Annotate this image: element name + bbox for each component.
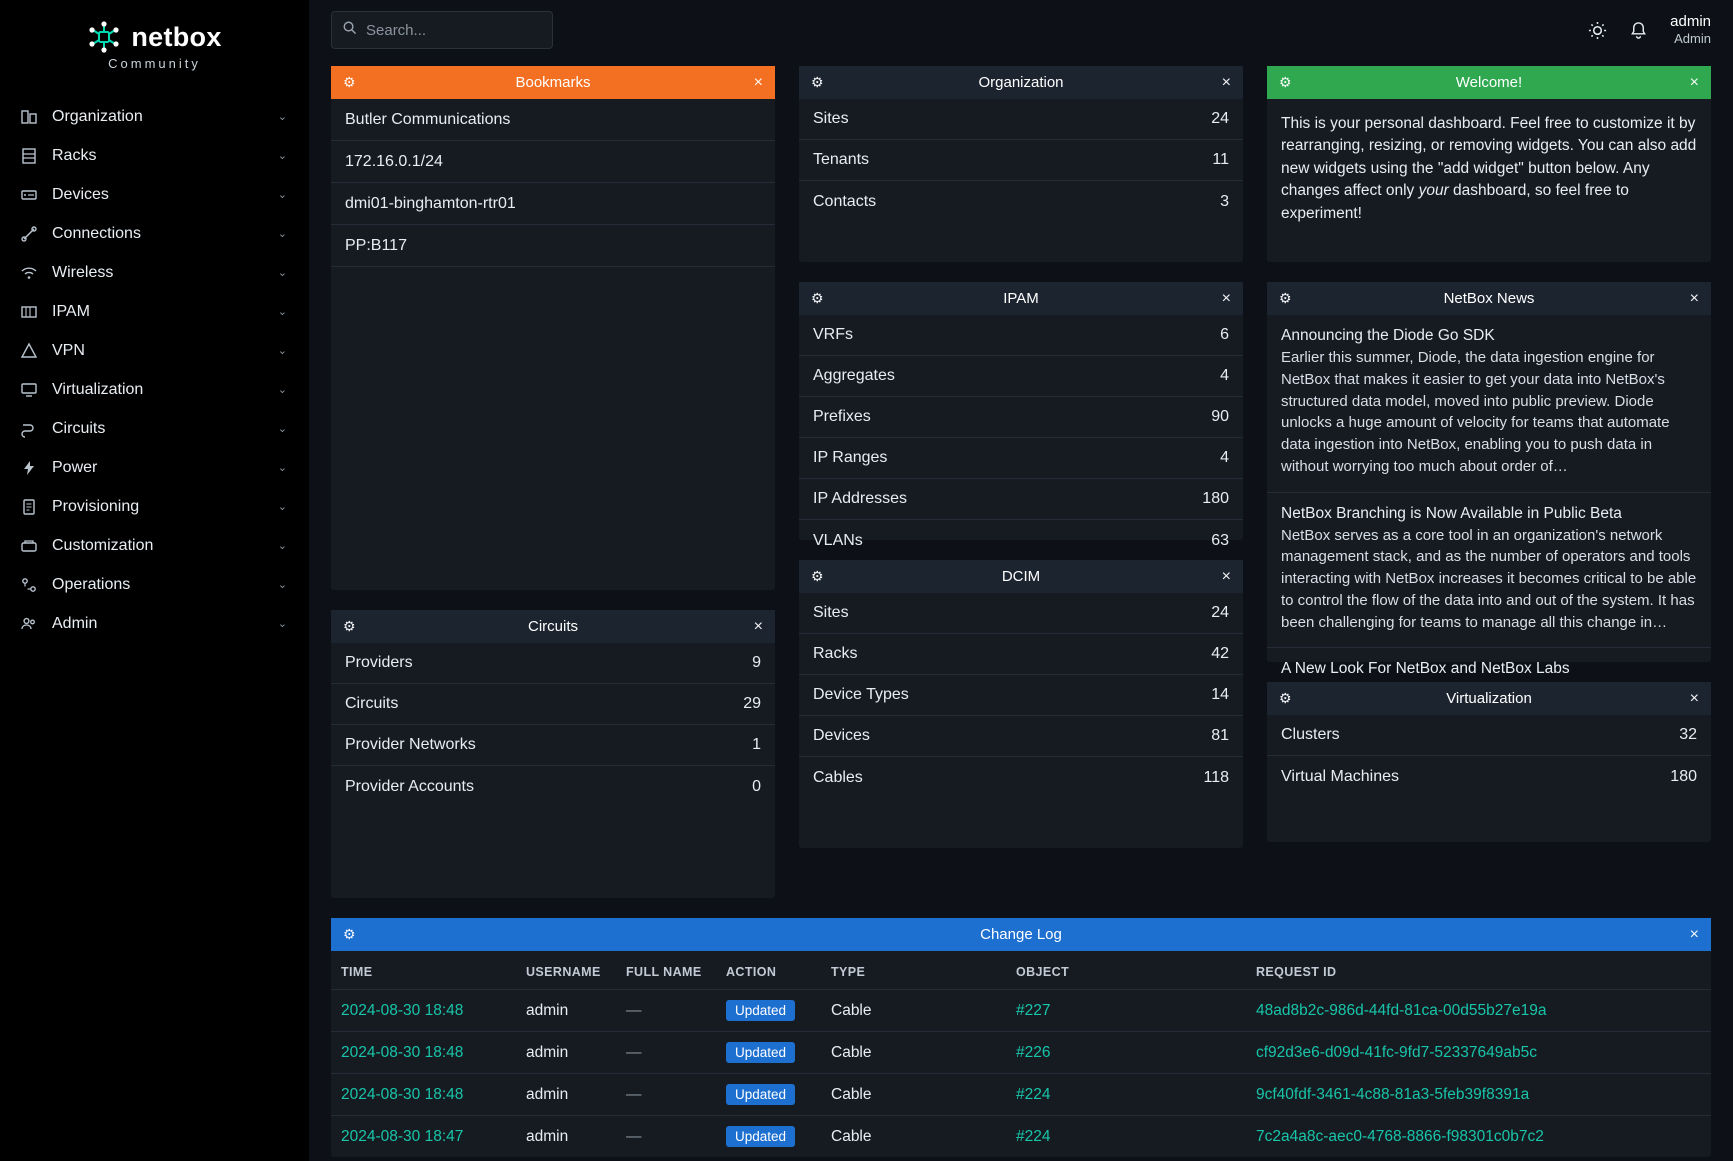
cell-time[interactable]: 2024-08-30 18:48	[331, 990, 516, 1032]
column-header-type[interactable]: TYPE	[831, 965, 866, 979]
gear-icon[interactable]: ⚙	[343, 74, 356, 90]
stat-value: 3	[1220, 192, 1229, 210]
sidebar-item-label: Wireless	[52, 263, 114, 281]
cell-time[interactable]: 2024-08-30 18:48	[331, 1032, 516, 1074]
user-menu[interactable]	[1670, 13, 1711, 48]
list-item[interactable]	[799, 181, 1243, 222]
cell-type: Cable	[821, 1116, 1006, 1158]
virtualization-icon	[20, 381, 48, 399]
table-row[interactable]	[331, 1032, 1711, 1074]
chevron-down-icon: ⌄	[277, 384, 287, 396]
sidebar-item-label: Virtualization	[52, 380, 144, 398]
device-icon	[20, 186, 48, 204]
cell-object[interactable]: #226	[1006, 1032, 1246, 1074]
close-icon[interactable]: ×	[1221, 289, 1231, 307]
widget-title: Circuits	[527, 618, 578, 635]
news-entry[interactable]	[1267, 315, 1711, 493]
brand-subtitle: Community	[108, 56, 201, 71]
organization-icon	[20, 108, 48, 126]
list-item[interactable]	[799, 479, 1243, 520]
widget-netbox-news	[1267, 282, 1711, 678]
cell-type: Cable	[821, 990, 1006, 1032]
list-item[interactable]	[799, 675, 1243, 716]
cell-full-name: —	[616, 1032, 716, 1074]
list-item[interactable]	[331, 725, 775, 766]
stat-value: 118	[1203, 768, 1229, 786]
list-item[interactable]	[331, 183, 775, 225]
widget-header	[799, 282, 1243, 315]
list-item[interactable]	[331, 225, 775, 267]
stat-label: VRFs	[813, 326, 853, 343]
sidebar-item-label: Operations	[52, 575, 131, 593]
ipam-icon	[20, 303, 48, 321]
cell-action	[716, 1116, 821, 1158]
user-name: admin	[1670, 12, 1711, 30]
status-badge: Updated	[726, 1000, 795, 1021]
stat-label: Sites	[813, 604, 849, 621]
gear-icon[interactable]: ⚙	[1279, 74, 1292, 90]
stat-value: 1	[752, 736, 761, 753]
chevron-down-icon: ⌄	[277, 345, 287, 357]
widget-header	[1267, 682, 1711, 715]
admin-icon	[20, 615, 48, 633]
sidebar-item-circuits[interactable]	[0, 409, 309, 448]
widget-bookmarks	[331, 66, 775, 590]
search-box[interactable]	[331, 11, 553, 49]
stat-list	[799, 99, 1243, 228]
cell-full-name: —	[616, 1074, 716, 1116]
cell-request-id[interactable]: 7c2a4a8c-aec0-4768-8866-f98301c0b7c2	[1246, 1116, 1711, 1158]
widget-header	[799, 66, 1243, 99]
chevron-down-icon: ⌄	[277, 462, 287, 474]
column-header-action[interactable]: ACTION	[726, 965, 777, 979]
search-icon	[342, 20, 357, 40]
bookmark-label: dmi01-binghamton-rtr01	[345, 194, 516, 212]
netbox-logo-icon	[87, 20, 121, 54]
bookmark-label: Butler Communications	[345, 110, 511, 128]
widget-title: DCIM	[1001, 568, 1041, 585]
widget-circuits	[331, 610, 775, 898]
rack-icon	[20, 147, 48, 165]
list-item[interactable]	[331, 684, 775, 725]
stat-value: 42	[1211, 645, 1229, 662]
stat-label: VLANs	[813, 531, 863, 549]
stat-value: 9	[752, 654, 761, 671]
list-item[interactable]	[799, 397, 1243, 438]
widget-header	[1267, 282, 1711, 315]
cell-request-id[interactable]: 48ad8b2c-986d-44fd-81ca-00d55b27e19a	[1246, 990, 1711, 1032]
changelog-table	[331, 951, 1711, 1157]
list-item[interactable]	[331, 99, 775, 141]
stat-value: 6	[1220, 326, 1229, 343]
gear-icon[interactable]: ⚙	[1279, 690, 1292, 706]
list-item[interactable]	[331, 643, 775, 684]
stat-value: 81	[1211, 727, 1229, 744]
cell-full-name: —	[616, 990, 716, 1032]
cell-username: admin	[516, 1032, 616, 1074]
widget-ipam	[799, 282, 1243, 549]
cell-object[interactable]: #224	[1006, 1116, 1246, 1158]
stat-label: Providers	[345, 654, 413, 671]
list-item[interactable]	[799, 757, 1243, 798]
widget-dcim	[799, 560, 1243, 848]
cell-action	[716, 990, 821, 1032]
stat-value: 180	[1670, 767, 1697, 785]
chevron-down-icon: ⌄	[277, 540, 287, 552]
news-body: NetBox serves as a core tool in an organization's network management stack, and as the number of operators and tools interacting with NetBox increases it becomes critical to be able to control the flow of the data into and out of the system. It has been challenging for teams to manage all this change in…	[1281, 526, 1697, 631]
list-item[interactable]	[799, 716, 1243, 757]
list-item[interactable]	[799, 634, 1243, 675]
bell-icon[interactable]	[1629, 21, 1648, 40]
sidebar-item-devices[interactable]	[0, 175, 309, 214]
sidebar-item-label: Circuits	[52, 419, 106, 437]
dashboard-column-middle	[799, 66, 1243, 848]
widget-title: Welcome!	[1455, 74, 1523, 91]
cell-time[interactable]: 2024-08-30 18:48	[331, 1074, 516, 1116]
sidebar-item-label: Devices	[52, 185, 109, 203]
sidebar-item-organization[interactable]	[0, 97, 309, 136]
close-icon[interactable]: ×	[1689, 73, 1699, 91]
list-item[interactable]	[1267, 715, 1711, 756]
topbar-right	[1588, 13, 1711, 48]
column-header-username[interactable]: USERNAME	[526, 965, 601, 979]
sidebar-item-label: IPAM	[52, 302, 90, 320]
brightness-icon[interactable]	[1588, 21, 1607, 40]
status-badge: Updated	[726, 1084, 795, 1105]
widget-header	[331, 918, 1711, 951]
stat-value: 11	[1212, 151, 1229, 168]
chevron-down-icon: ⌄	[277, 306, 287, 318]
sidebar-item-ipam[interactable]	[0, 292, 309, 331]
chevron-down-icon: ⌄	[277, 579, 287, 591]
widget-header	[331, 610, 775, 643]
news-title: Announcing the Diode Go SDK	[1281, 327, 1495, 344]
gear-icon[interactable]: ⚙	[811, 568, 824, 584]
circuits-icon	[20, 420, 48, 438]
cell-full-name: —	[616, 1116, 716, 1158]
sidebar-item-operations[interactable]	[0, 565, 309, 604]
widget-title: IPAM	[1003, 290, 1039, 307]
cell-action	[716, 1032, 821, 1074]
welcome-text-part1: This is your personal dashboard. Feel free to customize it by rearranging, resizing, or removing widgets. You can also add new widgets using the "add widget" button below. Any changes affect only	[1281, 115, 1697, 200]
widget-title: NetBox News	[1443, 290, 1535, 307]
widget-title: Organization	[978, 74, 1064, 91]
sidebar-item-racks[interactable]	[0, 136, 309, 175]
vpn-icon	[20, 342, 48, 360]
table-header-row	[331, 951, 1711, 990]
welcome-text-part2: dashboard, so feel free to experiment!	[1281, 182, 1629, 222]
table-row[interactable]	[331, 990, 1711, 1032]
news-entry[interactable]	[1267, 493, 1711, 649]
sidebar-item-label: Provisioning	[52, 497, 140, 515]
stat-list	[331, 643, 775, 813]
stat-value: 4	[1220, 449, 1229, 466]
sidebar-item-label: Connections	[52, 224, 141, 242]
dashboard	[309, 60, 1733, 1157]
gear-icon[interactable]: ⚙	[811, 74, 824, 90]
brand-name: netbox	[131, 21, 222, 52]
stat-value: 29	[743, 695, 761, 712]
list-item[interactable]	[799, 356, 1243, 397]
brand[interactable]	[0, 6, 309, 97]
gear-icon[interactable]: ⚙	[343, 618, 356, 634]
power-icon	[20, 459, 48, 477]
cell-request-id[interactable]: cf92d3e6-d09d-41fc-9fd7-52337649ab5c	[1246, 1032, 1711, 1074]
close-icon[interactable]: ×	[1221, 567, 1231, 585]
news-body: Earlier this summer, Diode, the data ingestion engine for NetBox that makes it easier to get your data into NetBox's structured data model, moved into public preview. Diode unlocks a huge amount of velocity for teams that automate data ingestion into NetBox, enabling you to push data in without worrying too much about order of…	[1281, 349, 1670, 475]
cell-action	[716, 1074, 821, 1116]
cell-username: admin	[516, 1074, 616, 1116]
sidebar-item-provisioning[interactable]	[0, 487, 309, 526]
status-badge: Updated	[726, 1042, 795, 1063]
cell-type: Cable	[821, 1032, 1006, 1074]
status-badge: Updated	[726, 1126, 795, 1147]
list-item[interactable]	[799, 315, 1243, 356]
stat-value: 24	[1211, 604, 1229, 621]
sidebar-item-label: Admin	[52, 614, 98, 632]
chevron-down-icon: ⌄	[277, 111, 287, 123]
list-item[interactable]	[331, 141, 775, 183]
chevron-down-icon: ⌄	[277, 228, 287, 240]
welcome-text	[1267, 99, 1711, 241]
sidebar-item-virtualization[interactable]	[0, 370, 309, 409]
stat-value: 63	[1211, 531, 1229, 549]
topbar	[309, 0, 1733, 60]
close-icon[interactable]: ×	[1221, 73, 1231, 91]
stat-label: Aggregates	[813, 367, 895, 384]
stat-list	[1267, 715, 1711, 803]
stat-label: IP Addresses	[813, 490, 907, 507]
table-row[interactable]	[331, 1116, 1711, 1158]
stat-label: Racks	[813, 645, 858, 662]
customization-icon	[20, 537, 48, 555]
list-item[interactable]	[331, 766, 775, 807]
stat-value: 0	[752, 777, 761, 795]
table-row[interactable]	[331, 1074, 1711, 1116]
widget-title: Bookmarks	[515, 74, 591, 91]
list-item[interactable]	[799, 520, 1243, 561]
stat-label: Circuits	[345, 695, 399, 712]
sidebar	[0, 0, 309, 1161]
stat-label: Device Types	[813, 686, 909, 703]
chevron-down-icon: ⌄	[277, 189, 287, 201]
sidebar-item-vpn[interactable]	[0, 331, 309, 370]
stat-value: 180	[1202, 490, 1229, 507]
widget-welcome	[1267, 66, 1711, 262]
column-header-time[interactable]: TIME	[341, 965, 373, 979]
list-item[interactable]	[799, 99, 1243, 140]
stat-label: Clusters	[1281, 726, 1340, 743]
cell-type: Cable	[821, 1074, 1006, 1116]
widget-change-log	[331, 918, 1711, 1157]
column-header-request-id[interactable]: REQUEST ID	[1256, 965, 1337, 979]
stat-label: Tenants	[813, 151, 870, 168]
widget-header	[331, 66, 775, 99]
sidebar-item-customization[interactable]	[0, 526, 309, 565]
user-role: Admin	[1674, 31, 1711, 47]
stat-value: 90	[1211, 408, 1229, 425]
news-title: NetBox Branching is Now Available in Public Beta	[1281, 504, 1622, 522]
close-icon[interactable]: ×	[1689, 689, 1699, 707]
welcome-text-emphasis: your	[1418, 182, 1449, 200]
stat-label: Contacts	[813, 192, 877, 210]
news-entry[interactable]: A New Look For NetBox and NetBox Labs	[1281, 660, 1570, 678]
column-header-object[interactable]: OBJECT	[1016, 965, 1070, 979]
sidebar-nav	[0, 97, 309, 643]
bookmark-list	[331, 99, 775, 267]
dashboard-column-right	[1267, 66, 1711, 842]
cell-time[interactable]: 2024-08-30 18:47	[331, 1116, 516, 1158]
sidebar-item-wireless[interactable]	[0, 253, 309, 292]
stat-label: Sites	[813, 110, 849, 127]
list-item[interactable]	[1267, 756, 1711, 797]
connections-icon	[20, 225, 48, 243]
stat-list	[799, 315, 1243, 567]
list-item[interactable]	[799, 593, 1243, 634]
stat-label: Provider Networks	[345, 736, 476, 753]
chevron-down-icon: ⌄	[277, 501, 287, 513]
cell-object[interactable]: #224	[1006, 1074, 1246, 1116]
sidebar-item-admin[interactable]	[0, 604, 309, 643]
stat-label: Virtual Machines	[1281, 767, 1399, 785]
main-area	[309, 0, 1733, 1161]
list-item[interactable]	[799, 140, 1243, 181]
bookmark-label: PP:B117	[345, 236, 407, 254]
sidebar-item-label: Power	[52, 458, 98, 476]
cell-username: admin	[516, 990, 616, 1032]
widget-title: Change Log	[980, 926, 1062, 943]
gear-icon[interactable]: ⚙	[343, 926, 356, 942]
wireless-icon	[20, 264, 48, 282]
cell-object[interactable]: #227	[1006, 990, 1246, 1032]
sidebar-item-label: Customization	[52, 536, 154, 554]
stat-label: Devices	[813, 727, 870, 744]
widget-header	[799, 560, 1243, 593]
widget-organization	[799, 66, 1243, 262]
chevron-down-icon: ⌄	[277, 423, 287, 435]
stat-value: 32	[1679, 726, 1697, 743]
close-icon[interactable]: ×	[753, 617, 763, 635]
close-icon[interactable]: ×	[1689, 289, 1699, 307]
cell-username: admin	[516, 1116, 616, 1158]
bookmark-label: 172.16.0.1/24	[345, 152, 443, 170]
search-input[interactable]	[366, 22, 542, 39]
sidebar-item-label: VPN	[52, 341, 85, 359]
stat-value: 14	[1211, 686, 1229, 703]
stat-value: 24	[1211, 110, 1229, 127]
chevron-down-icon: ⌄	[277, 267, 287, 279]
dashboard-column-left	[331, 66, 775, 898]
provisioning-icon	[20, 498, 48, 516]
stat-list	[799, 593, 1243, 804]
chevron-down-icon: ⌄	[277, 150, 287, 162]
widget-header	[1267, 66, 1711, 99]
stat-label: Provider Accounts	[345, 777, 474, 795]
stat-label: Prefixes	[813, 408, 871, 425]
sidebar-item-label: Organization	[52, 107, 143, 125]
sidebar-item-label: Racks	[52, 146, 97, 164]
widget-virtualization	[1267, 682, 1711, 842]
stat-label: Cables	[813, 768, 863, 786]
sidebar-item-connections[interactable]	[0, 214, 309, 253]
sidebar-item-power[interactable]	[0, 448, 309, 487]
operations-icon	[20, 576, 48, 594]
gear-icon[interactable]: ⚙	[811, 290, 824, 306]
stat-value: 4	[1220, 367, 1229, 384]
cell-request-id[interactable]: 9cf40fdf-3461-4c88-81a3-5feb39f8391a	[1246, 1074, 1711, 1116]
stat-label: IP Ranges	[813, 449, 888, 466]
chevron-down-icon: ⌄	[277, 618, 287, 630]
gear-icon[interactable]: ⚙	[1279, 290, 1292, 306]
list-item[interactable]	[799, 438, 1243, 479]
widget-title: Virtualization	[1446, 690, 1532, 707]
close-icon[interactable]: ×	[753, 73, 763, 91]
close-icon[interactable]: ×	[1689, 925, 1699, 943]
column-header-full-name[interactable]: FULL NAME	[626, 965, 702, 979]
